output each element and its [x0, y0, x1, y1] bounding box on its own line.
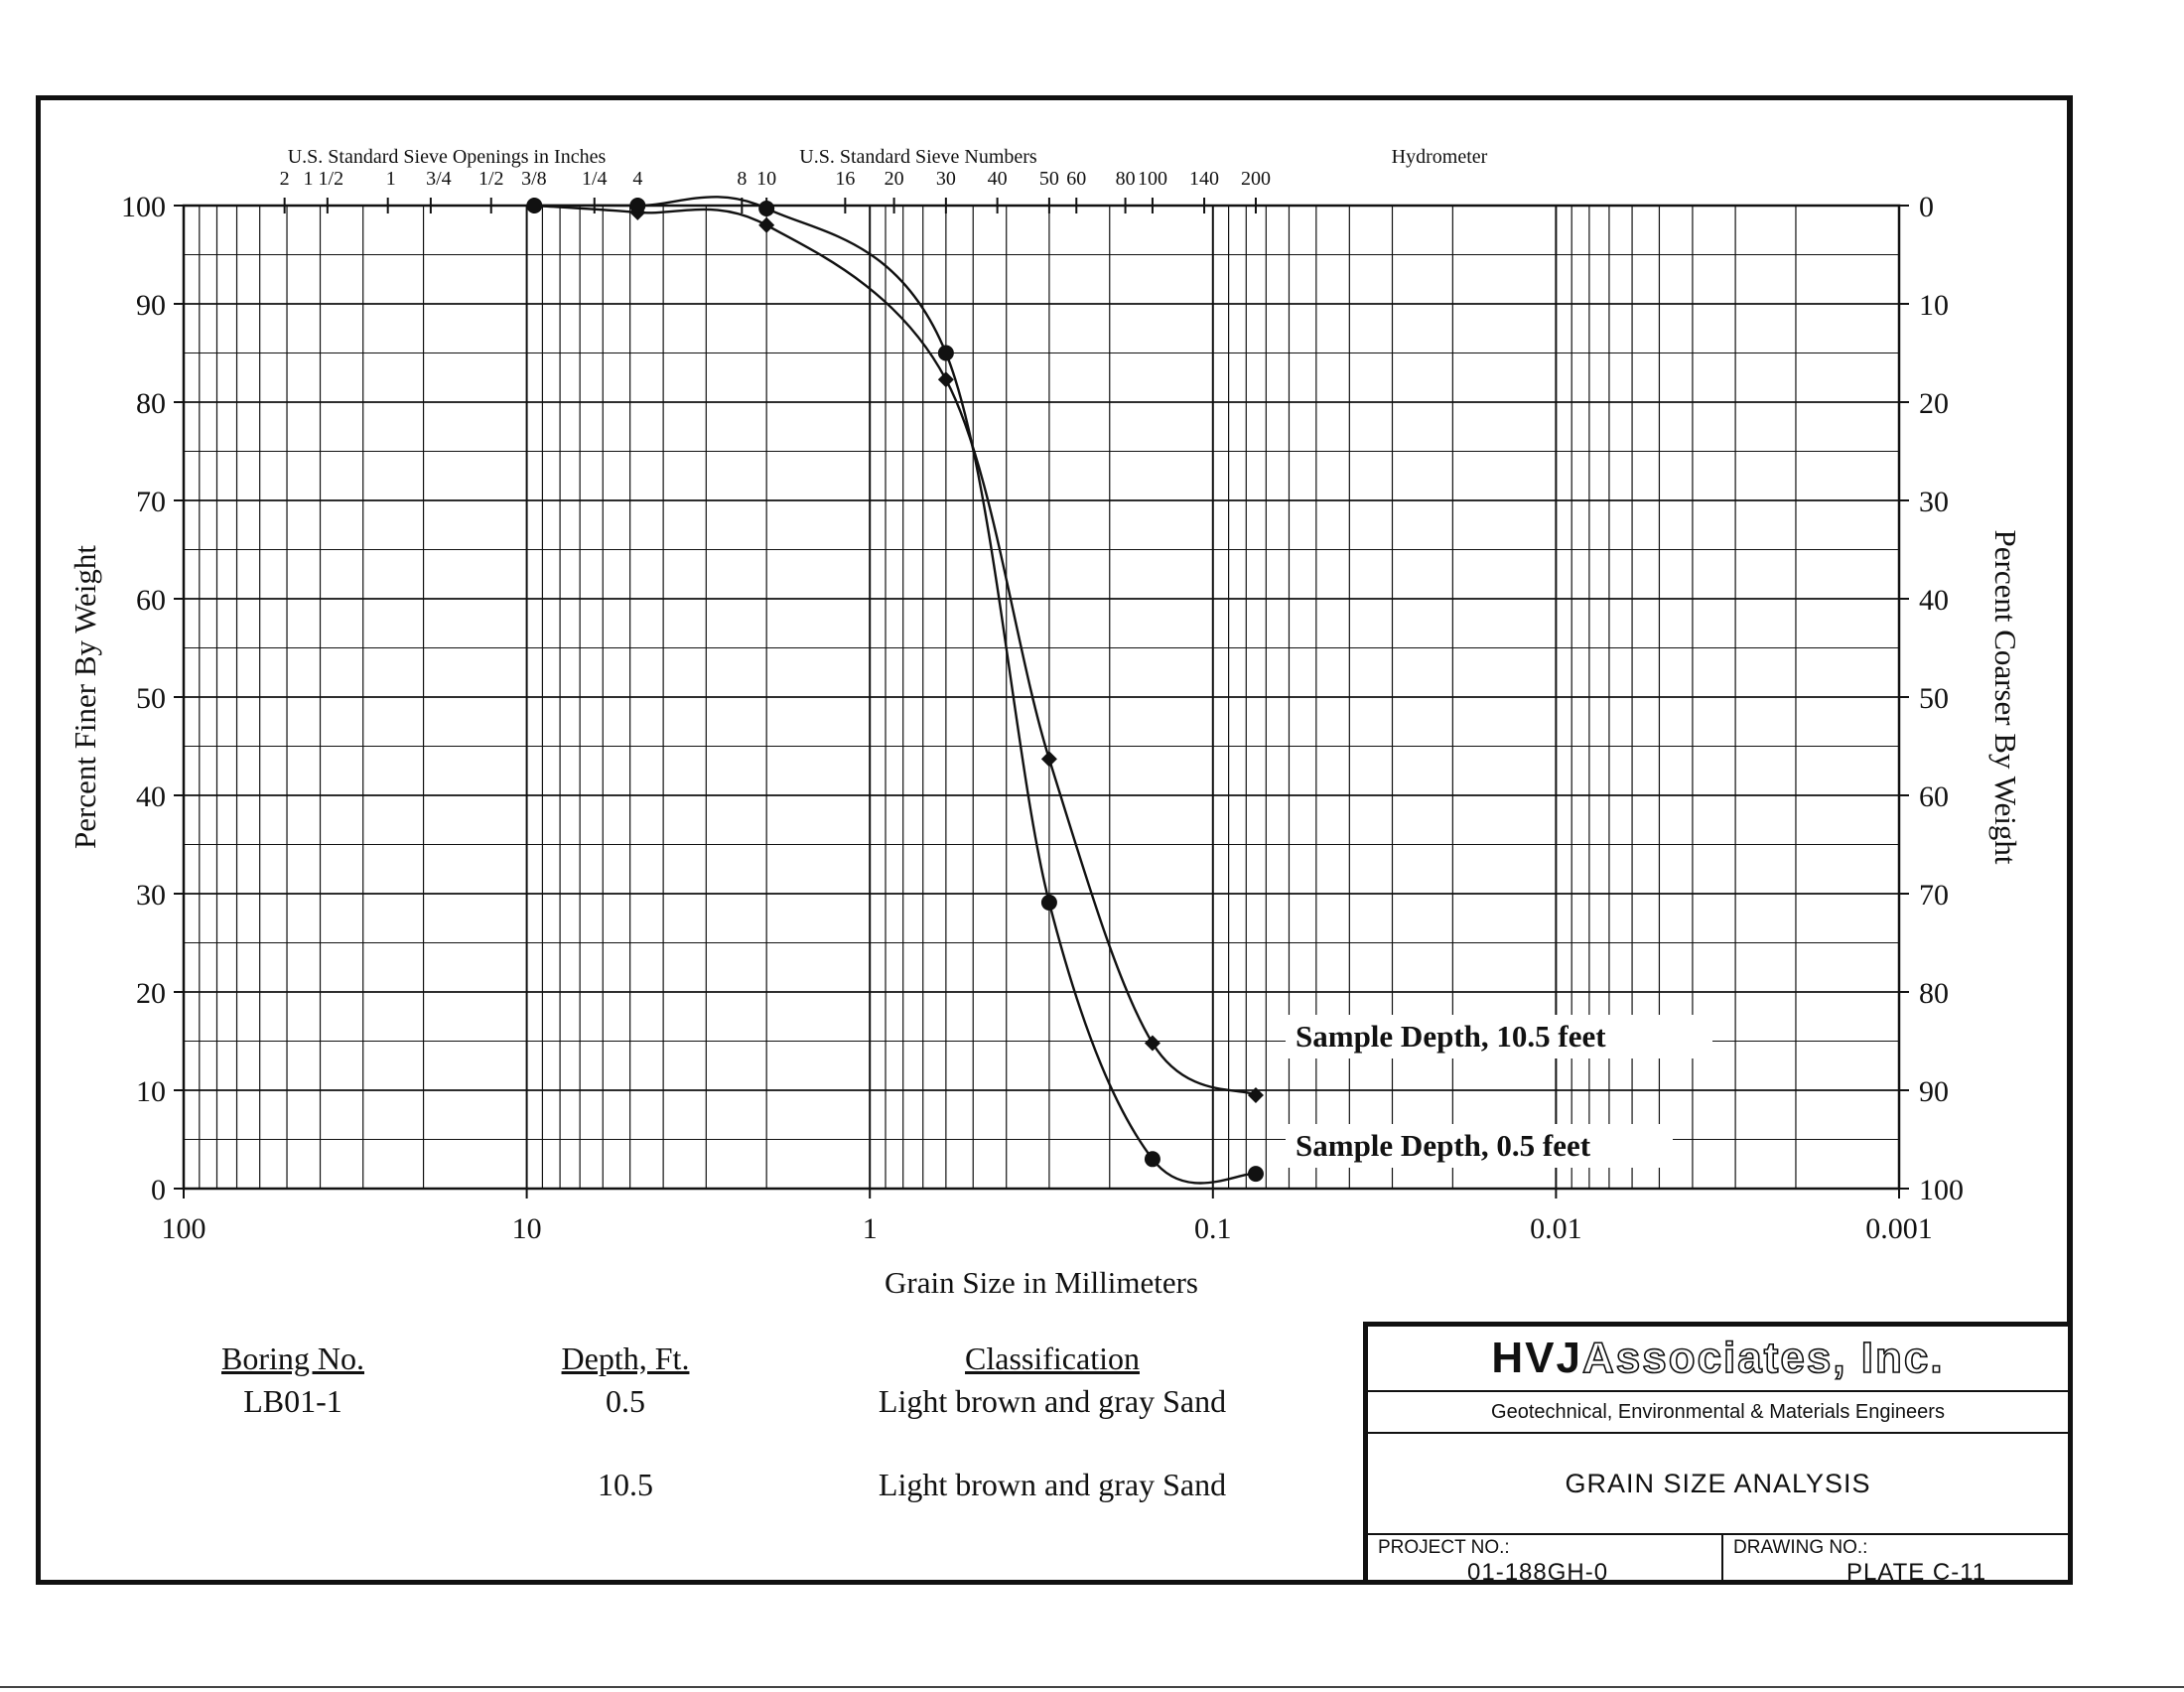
sieve-label: 10: [756, 168, 777, 190]
sieve-label: 1/2: [478, 168, 504, 190]
classification-header: Classification: [965, 1340, 1140, 1376]
chart-labels: [68, 146, 2023, 1300]
x-tick-label: 100: [161, 1212, 206, 1245]
drawing-cell: [1723, 1535, 2073, 1585]
data-point-circle: [1041, 895, 1057, 911]
project-cell: [1368, 1535, 1723, 1585]
sieve-label: 3/8: [521, 168, 547, 190]
drawing-number: PLATE C-11: [1846, 1559, 1987, 1586]
y2-tick-label: 100: [1919, 1174, 1964, 1206]
sieve-label: 80: [1115, 168, 1136, 190]
depth-column: [526, 1340, 725, 1548]
y2-tick-label: 70: [1919, 879, 1949, 912]
y2-tick-label: 20: [1919, 387, 1949, 420]
boring-column: [179, 1340, 407, 1465]
page-bottom-rule: [0, 1686, 2184, 1688]
sieve-label: 40: [987, 168, 1008, 190]
x-tick-label: 1: [862, 1212, 878, 1245]
y2-tick-label: 90: [1919, 1075, 1949, 1108]
data-point-circle: [758, 201, 774, 216]
depth-value-2: 10.5: [598, 1467, 653, 1502]
y2-tick-label: 30: [1919, 486, 1949, 518]
sieve-label: 4: [632, 168, 643, 190]
boring-value: LB01-1: [243, 1383, 342, 1419]
y-axis-title: Percent Finer By Weight: [68, 544, 102, 850]
company-name-bold: HVJ: [1491, 1334, 1582, 1382]
drawing-title: GRAIN SIZE ANALYSIS: [1368, 1434, 2068, 1535]
series-line-1: [534, 206, 1256, 1095]
x-tick-label: 0.001: [1865, 1212, 1933, 1245]
sieve-label: 1: [385, 168, 396, 190]
y2-axis-title: Percent Coarser By Weight: [1988, 529, 2023, 865]
y-tick-label: 40: [136, 780, 166, 813]
project-label: PROJECT NO.:: [1378, 1537, 1510, 1558]
company-logo: [1368, 1327, 2068, 1392]
y-tick-label: 60: [136, 584, 166, 617]
data-point-diamond: [938, 371, 954, 387]
series-label-1: Sample Depth, 10.5 feet: [1296, 1019, 1606, 1054]
sieve-label: 8: [737, 168, 748, 190]
y-tick-label: 20: [136, 977, 166, 1010]
sieve-label: 1/4: [581, 168, 608, 190]
sieve-label: 100: [1137, 168, 1167, 190]
y-tick-label: 50: [136, 682, 166, 715]
y-tick-label: 90: [136, 289, 166, 322]
data-point-diamond: [1041, 751, 1057, 767]
sieve-numbers-title: U.S. Standard Sieve Numbers: [799, 146, 1037, 168]
data-point-diamond: [1145, 1035, 1160, 1051]
sieve-label: 30: [935, 168, 956, 190]
y-tick-label: 100: [121, 191, 166, 223]
series-label-2: Sample Depth, 0.5 feet: [1296, 1128, 1591, 1163]
y-tick-label: 70: [136, 486, 166, 518]
y-tick-label: 0: [151, 1174, 166, 1206]
y2-tick-label: 60: [1919, 780, 1949, 813]
data-point-circle: [1248, 1166, 1264, 1182]
depth-value-1: 0.5: [606, 1383, 645, 1419]
project-number: 01-188GH-0: [1467, 1559, 1609, 1586]
company-subtitle: Geotechnical, Environmental & Materials Engineers: [1368, 1392, 2068, 1434]
sieve-label: 140: [1189, 168, 1220, 190]
sieve-label: 50: [1038, 168, 1059, 190]
y2-tick-label: 10: [1919, 289, 1949, 322]
sieve-label: 1 1/2: [303, 168, 344, 190]
title-block: [1363, 1322, 2073, 1585]
y2-tick-label: 40: [1919, 584, 1949, 617]
sieve-label: 200: [1240, 168, 1271, 190]
y2-tick-label: 80: [1919, 977, 1949, 1010]
data-point-circle: [938, 346, 954, 361]
data-point-diamond: [758, 217, 774, 233]
x-axis-title: Grain Size in Millimeters: [885, 1265, 1198, 1300]
classification-value-1: Light brown and gray Sand: [878, 1383, 1227, 1419]
classification-column: [834, 1340, 1271, 1548]
depth-header: Depth, Ft.: [561, 1340, 690, 1376]
y2-tick-label: 50: [1919, 682, 1949, 715]
hydrometer-title: Hydrometer: [1391, 146, 1488, 168]
sieve-label: 2: [279, 168, 290, 190]
chart-series: [526, 197, 1264, 1183]
y-tick-label: 80: [136, 387, 166, 420]
data-point-circle: [1145, 1151, 1160, 1167]
sieve-inches-title: U.S. Standard Sieve Openings in Inches: [287, 146, 607, 168]
drawing-label: DRAWING NO.:: [1733, 1537, 1868, 1558]
sieve-label: 3/4: [426, 168, 452, 190]
data-point-circle: [526, 198, 542, 213]
y-tick-label: 30: [136, 879, 166, 912]
y-tick-label: 10: [136, 1075, 166, 1108]
data-point-circle: [629, 198, 645, 213]
x-tick-label: 10: [511, 1212, 542, 1245]
company-name-outline: Associates, Inc.: [1581, 1334, 1945, 1382]
boring-header: Boring No.: [221, 1340, 364, 1376]
x-tick-label: 0.01: [1530, 1212, 1582, 1245]
sieve-label: 60: [1066, 168, 1087, 190]
classification-value-2: Light brown and gray Sand: [878, 1467, 1227, 1502]
sieve-label: 16: [835, 168, 856, 190]
sieve-label: 20: [884, 168, 904, 190]
x-tick-label: 0.1: [1194, 1212, 1232, 1245]
y2-tick-label: 0: [1919, 191, 1934, 223]
